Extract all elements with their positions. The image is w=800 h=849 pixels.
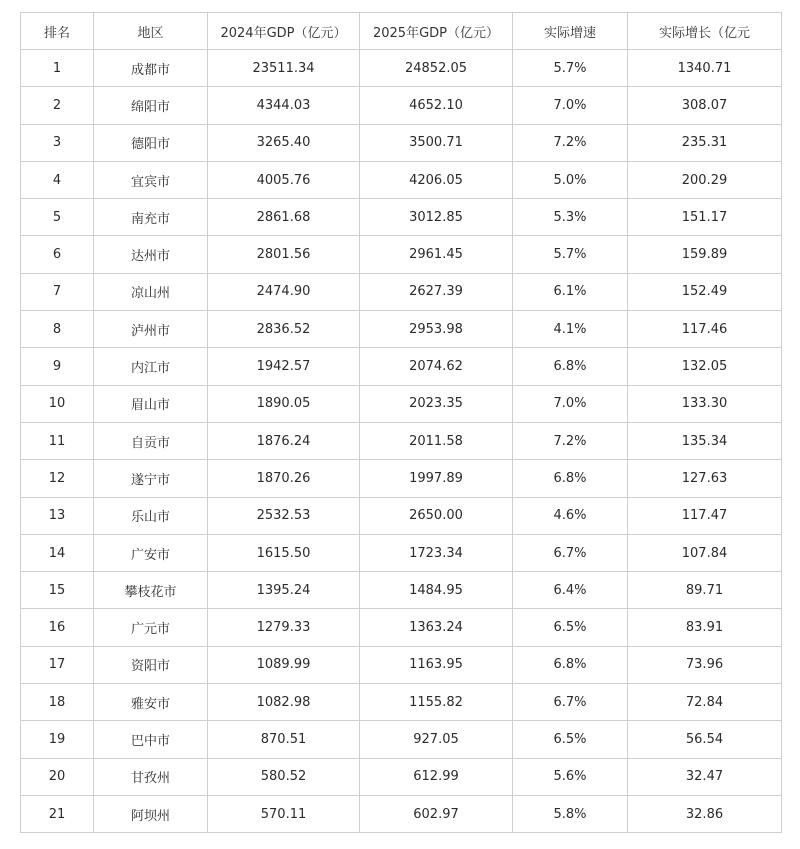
cell-region: 广安市 [94,534,208,571]
header-row [21,13,782,50]
table-row [21,50,782,87]
cell-gdp-2024: 23511.34 [208,50,360,87]
cell-gdp-2024: 2474.90 [208,273,360,310]
cell-growth-rate: 5.0% [513,161,628,198]
cell-gdp-2024: 3265.40 [208,124,360,161]
cell-growth-rate: 4.1% [513,311,628,348]
cell-rank: 21 [21,795,94,832]
cell-growth-rate: 6.5% [513,609,628,646]
cell-growth-rate: 6.8% [513,348,628,385]
cell-gdp-2024: 1089.99 [208,646,360,683]
cell-gdp-2025: 1723.34 [360,534,513,571]
cell-growth-rate: 7.0% [513,385,628,422]
cell-region: 阿坝州 [94,795,208,832]
table-row [21,684,782,721]
table-row [21,311,782,348]
cell-growth-amount: 151.17 [628,199,782,236]
cell-region: 南充市 [94,199,208,236]
cell-gdp-2025: 4652.10 [360,87,513,124]
cell-gdp-2025: 927.05 [360,721,513,758]
cell-growth-amount: 127.63 [628,460,782,497]
table-row [21,646,782,683]
table-row [21,758,782,795]
cell-growth-rate: 6.8% [513,646,628,683]
cell-rank: 9 [21,348,94,385]
cell-gdp-2025: 2011.58 [360,422,513,459]
cell-gdp-2024: 4344.03 [208,87,360,124]
cell-region: 乐山市 [94,497,208,534]
table-row [21,534,782,571]
gdp-table-container [20,12,781,833]
cell-gdp-2024: 1082.98 [208,684,360,721]
header-rank: 排名 [21,13,94,50]
table-row [21,87,782,124]
cell-rank: 3 [21,124,94,161]
cell-gdp-2025: 602.97 [360,795,513,832]
cell-growth-amount: 308.07 [628,87,782,124]
cell-growth-amount: 133.30 [628,385,782,422]
cell-rank: 1 [21,50,94,87]
cell-rank: 4 [21,161,94,198]
cell-growth-amount: 56.54 [628,721,782,758]
cell-growth-amount: 152.49 [628,273,782,310]
header-gdp-2024: 2024年GDP（亿元） [208,13,360,50]
cell-growth-rate: 6.8% [513,460,628,497]
header-region: 地区 [94,13,208,50]
table-row [21,572,782,609]
table-row [21,497,782,534]
cell-gdp-2024: 1279.33 [208,609,360,646]
cell-growth-amount: 107.84 [628,534,782,571]
cell-gdp-2025: 2023.35 [360,385,513,422]
cell-rank: 13 [21,497,94,534]
cell-region: 巴中市 [94,721,208,758]
cell-growth-amount: 135.34 [628,422,782,459]
cell-growth-rate: 5.7% [513,236,628,273]
cell-region: 达州市 [94,236,208,273]
cell-growth-amount: 200.29 [628,161,782,198]
header-gdp-2025: 2025年GDP（亿元） [360,13,513,50]
cell-gdp-2025: 1997.89 [360,460,513,497]
cell-rank: 18 [21,684,94,721]
cell-rank: 7 [21,273,94,310]
cell-rank: 20 [21,758,94,795]
cell-gdp-2024: 1876.24 [208,422,360,459]
cell-growth-amount: 1340.71 [628,50,782,87]
table-row [21,348,782,385]
cell-growth-amount: 32.47 [628,758,782,795]
cell-region: 甘孜州 [94,758,208,795]
cell-growth-rate: 7.2% [513,124,628,161]
cell-gdp-2025: 2650.00 [360,497,513,534]
cell-gdp-2024: 1890.05 [208,385,360,422]
cell-gdp-2024: 580.52 [208,758,360,795]
cell-region: 成都市 [94,50,208,87]
table-header [21,13,782,50]
cell-growth-rate: 7.0% [513,87,628,124]
cell-gdp-2025: 3012.85 [360,199,513,236]
cell-growth-amount: 132.05 [628,348,782,385]
cell-gdp-2025: 1484.95 [360,572,513,609]
cell-gdp-2025: 3500.71 [360,124,513,161]
cell-growth-amount: 89.71 [628,572,782,609]
cell-growth-rate: 6.1% [513,273,628,310]
header-growth-amount: 实际增长（亿元 [628,13,782,50]
cell-growth-amount: 235.31 [628,124,782,161]
cell-gdp-2024: 1615.50 [208,534,360,571]
cell-rank: 6 [21,236,94,273]
cell-growth-amount: 83.91 [628,609,782,646]
cell-gdp-2025: 612.99 [360,758,513,795]
cell-region: 凉山州 [94,273,208,310]
cell-rank: 11 [21,422,94,459]
cell-gdp-2025: 1163.95 [360,646,513,683]
cell-region: 雅安市 [94,684,208,721]
cell-gdp-2025: 4206.05 [360,161,513,198]
cell-gdp-2024: 1942.57 [208,348,360,385]
cell-gdp-2024: 2532.53 [208,497,360,534]
cell-growth-rate: 5.8% [513,795,628,832]
table-row [21,609,782,646]
cell-growth-rate: 5.6% [513,758,628,795]
cell-gdp-2024: 870.51 [208,721,360,758]
cell-gdp-2024: 2836.52 [208,311,360,348]
cell-rank: 14 [21,534,94,571]
cell-growth-amount: 159.89 [628,236,782,273]
cell-gdp-2025: 2953.98 [360,311,513,348]
cell-growth-amount: 72.84 [628,684,782,721]
cell-growth-amount: 73.96 [628,646,782,683]
cell-rank: 19 [21,721,94,758]
cell-rank: 2 [21,87,94,124]
table-row [21,124,782,161]
cell-growth-amount: 117.46 [628,311,782,348]
cell-region: 眉山市 [94,385,208,422]
table-row [21,273,782,310]
cell-region: 资阳市 [94,646,208,683]
table-row [21,199,782,236]
cell-gdp-2024: 2801.56 [208,236,360,273]
cell-rank: 16 [21,609,94,646]
cell-growth-amount: 117.47 [628,497,782,534]
table-row [21,795,782,832]
cell-gdp-2025: 2627.39 [360,273,513,310]
cell-growth-rate: 6.7% [513,534,628,571]
cell-gdp-2024: 4005.76 [208,161,360,198]
cell-region: 德阳市 [94,124,208,161]
table-row [21,236,782,273]
cell-rank: 10 [21,385,94,422]
cell-growth-rate: 6.4% [513,572,628,609]
cell-growth-rate: 7.2% [513,422,628,459]
cell-growth-rate: 5.7% [513,50,628,87]
cell-region: 广元市 [94,609,208,646]
table-row [21,161,782,198]
cell-rank: 17 [21,646,94,683]
cell-region: 绵阳市 [94,87,208,124]
cell-growth-rate: 6.5% [513,721,628,758]
cell-gdp-2025: 24852.05 [360,50,513,87]
cell-gdp-2025: 1363.24 [360,609,513,646]
table-body [21,50,782,833]
table-row [21,460,782,497]
cell-growth-amount: 32.86 [628,795,782,832]
cell-growth-rate: 5.3% [513,199,628,236]
cell-region: 自贡市 [94,422,208,459]
cell-gdp-2024: 1395.24 [208,572,360,609]
header-growth-rate: 实际增速 [513,13,628,50]
cell-rank: 5 [21,199,94,236]
cell-gdp-2024: 1870.26 [208,460,360,497]
table-row [21,385,782,422]
cell-region: 遂宁市 [94,460,208,497]
cell-gdp-2025: 1155.82 [360,684,513,721]
cell-region: 内江市 [94,348,208,385]
cell-gdp-2024: 2861.68 [208,199,360,236]
cell-gdp-2025: 2961.45 [360,236,513,273]
cell-rank: 12 [21,460,94,497]
cell-region: 泸州市 [94,311,208,348]
cell-rank: 15 [21,572,94,609]
cell-growth-rate: 6.7% [513,684,628,721]
cell-gdp-2024: 570.11 [208,795,360,832]
table-row [21,721,782,758]
cell-rank: 8 [21,311,94,348]
gdp-ranking-table [20,12,782,833]
cell-growth-rate: 4.6% [513,497,628,534]
cell-gdp-2025: 2074.62 [360,348,513,385]
cell-region: 宜宾市 [94,161,208,198]
table-row [21,422,782,459]
cell-region: 攀枝花市 [94,572,208,609]
